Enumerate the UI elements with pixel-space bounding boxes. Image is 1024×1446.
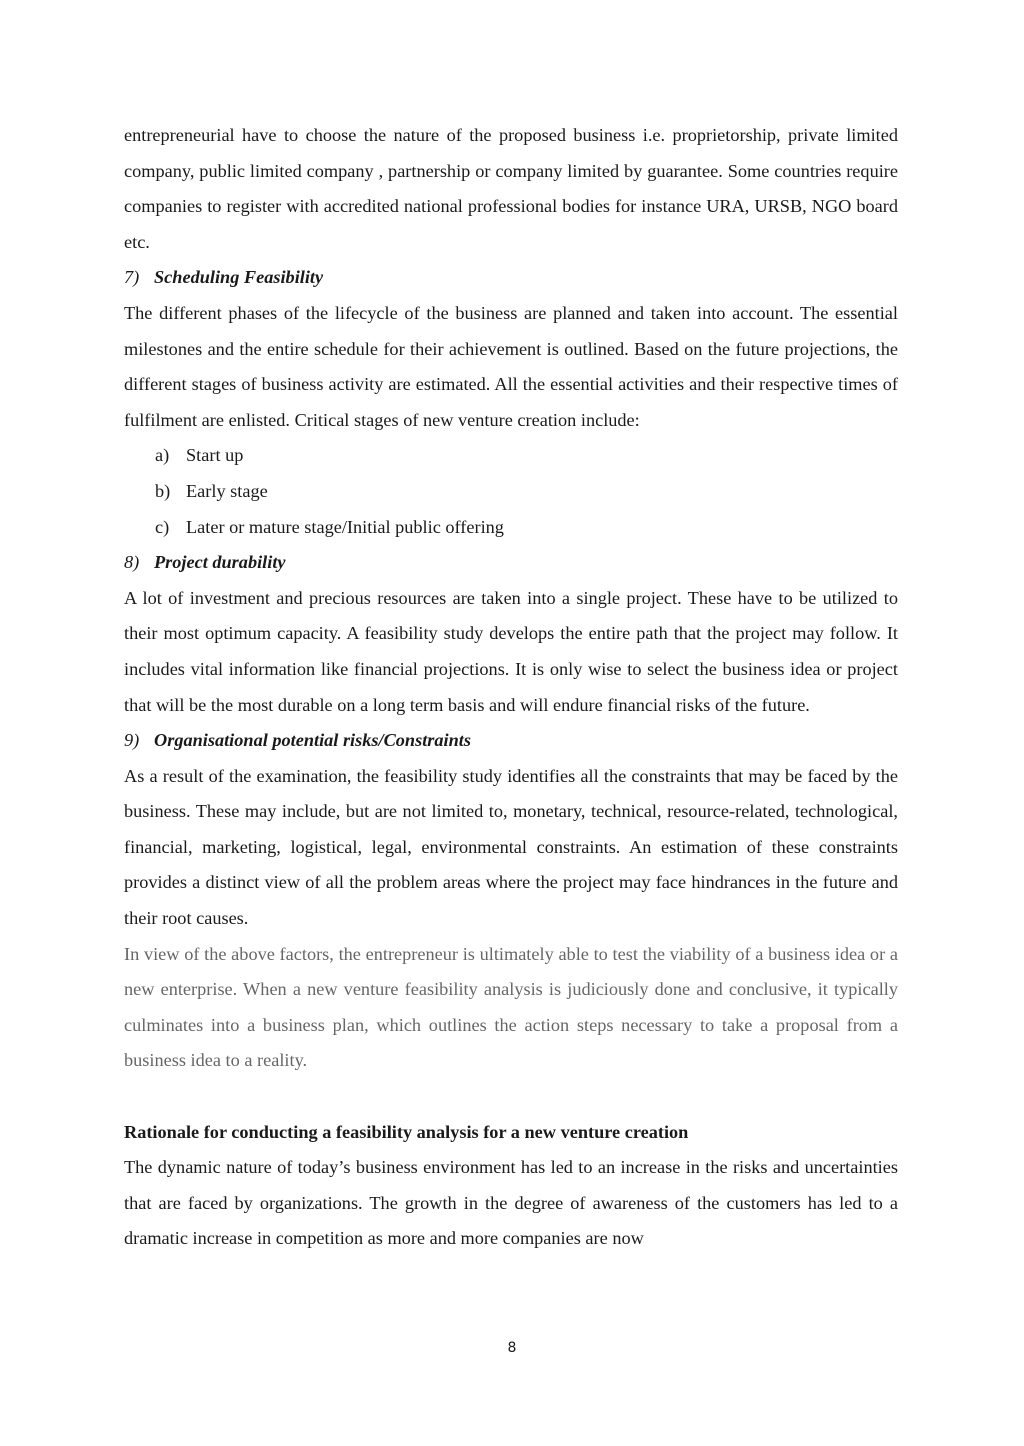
durability-heading [124,545,898,581]
stages-list [124,438,898,545]
document-body [124,118,898,1257]
list-item [155,510,898,546]
risks-paragraph: As a result of the examination, the feasibility study identifies all the constraints that may be faced by the business. These may include, but are not limited to, monetary, technical, resource-related, technological, financial, marketing, logistical, legal, environmental constraints. An estimation of these constraints provides a distinct view of all the problem areas where the project may face hindrances in the future and their root causes. [124,765,898,929]
list-item-text: Start up [186,445,244,466]
intro-paragraph: entrepreneurial have to choose the nature of the proposed business i.e. proprietorship, private limited company, public limited company , partnership or company limited by guarantee. Some countries require companies to register with accredited national professional bodies for instance URA, URSB, NGO board etc. [124,125,898,252]
risks-heading-title: Organisational potential risks/Constraints [154,730,471,751]
durability-paragraph: A lot of investment and precious resources are taken into a single project. These have to be utilized to their most optimum capacity. A feasibility study develops the entire path that the project may follow. It includes vital information like financial projections. It is only wise to select the business idea or project that will be the most durable on a long term basis and will endure financial risks of the future. [124,587,898,715]
durability-heading-number: 8) [124,552,140,573]
list-item [155,438,898,474]
scheduling-heading-number: 7) [124,267,140,288]
durability-heading-title: Project durability [154,552,286,573]
risks-heading [124,723,898,759]
scheduling-paragraph: The different phases of the lifecycle of the business are planned and taken into account. The essential milestones and the entire schedule for their achievement is outlined. Based on the future projections, the different stages of business activity are estimated. All the essential activities and their respective times of fulfilment are enlisted. Critical stages of new venture creation include: [124,302,898,430]
page-number: 8 [507,1340,517,1356]
scheduling-heading [124,260,898,296]
list-item-marker: a) [155,445,170,466]
scheduling-heading-title: Scheduling Feasibility [154,267,324,288]
rationale-paragraph: The dynamic nature of today’s business environment has led to an increase in the risks and uncertainties that are faced by organizations. The growth in the degree of awareness of the customers has led to a dramatic increase in competition as more and more companies are now [124,1157,898,1249]
list-item-marker: c) [155,516,170,537]
summary-paragraph: In view of the above factors, the entrepreneur is ultimately able to test the viability of a business idea or a new enterprise. When a new venture feasibility analysis is judiciously done and conclusive, it typically culminates into a business plan, which outlines the action steps necessary to take a proposal from a business idea to a reality. [124,943,898,1071]
list-item [155,474,898,510]
list-item-marker: b) [155,480,171,501]
list-item-text: Later or mature stage/Initial public offering [186,516,504,537]
risks-heading-number: 9) [124,730,140,751]
section-spacer [124,1079,898,1115]
rationale-heading: Rationale for conducting a feasibility analysis for a new venture creation [124,1121,689,1142]
list-item-text: Early stage [186,480,268,501]
